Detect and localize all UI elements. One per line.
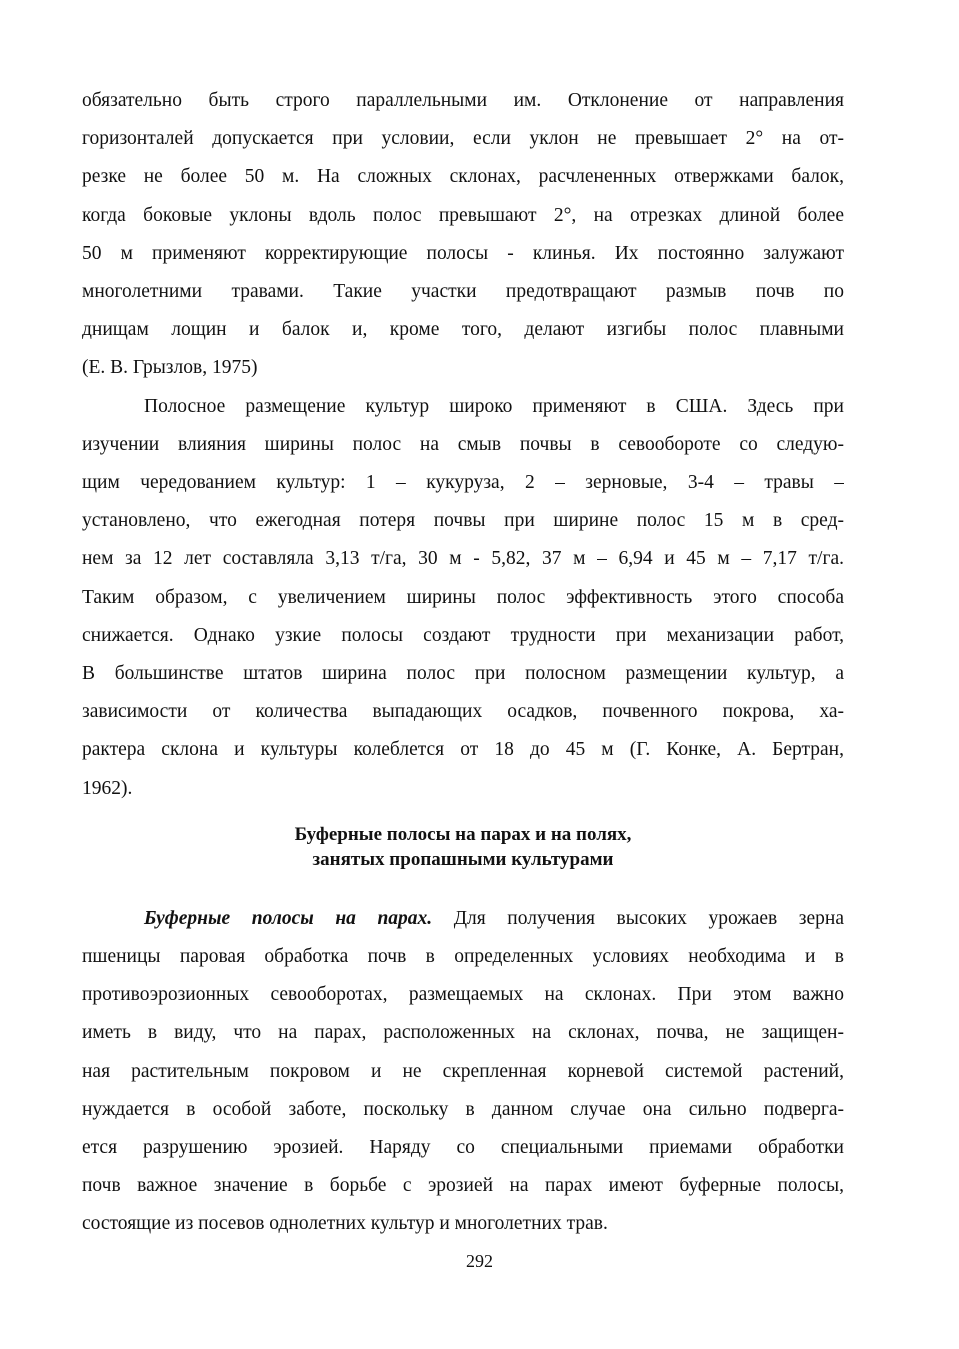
- page-number: 292: [466, 1251, 493, 1271]
- paragraph-2-line: зависимости от количества выпадающих осадков, почвенного покрова, ха-: [82, 701, 844, 723]
- paragraph-1-line: горизонталей допускается при условии, если уклон не превышает 2° на от-: [82, 128, 844, 150]
- section-heading-line-2: занятых пропашными культурами: [312, 848, 614, 870]
- paragraph-1-line: обязательно быть строго параллельными им. Отклонение от направления: [82, 90, 844, 111]
- section-heading-line-1: Буферные полосы на парах и на полях,: [294, 823, 632, 845]
- paragraph-2-line: В большинстве штатов ширина полос при полосном размещении культур, а: [82, 663, 844, 685]
- paragraph-2-line: рактера склона и культуры колеблется от 18 до 45 м (Г. Конке, А. Бертран,: [82, 739, 844, 761]
- paragraph-2-line: нем за 12 лет составляла 3,13 т/га, 30 м - 5,82, 37 м – 6,94 и 45 м – 7,17 т/га.: [82, 548, 844, 570]
- paragraph-3-line: иметь в виду, что на парах, расположенных на склонах, почва, не защищен-: [82, 1022, 844, 1044]
- paragraph-2-line: Полосное размещение культур широко применяют в США. Здесь при: [144, 395, 844, 417]
- paragraph-3-first-line-rest: Для получения высоких урожаев зерна: [432, 907, 844, 929]
- paragraph-1-line: когда боковые уклоны вдоль полос превышают 2°, на отрезках длиной более: [82, 204, 844, 226]
- paragraph-3-line: ная растительным покровом и не скрепленная корневой системой растений,: [82, 1060, 844, 1082]
- paragraph-2: [82, 388, 844, 808]
- paragraph-2-line: щим чередованием культур: 1 – кукуруза, 2 – зерновые, 3-4 – травы –: [82, 472, 844, 494]
- paragraph-3-first-line: [82, 900, 844, 938]
- paragraph-3-lead: Буферные полосы на парах.: [144, 907, 433, 929]
- paragraph-3-line: противоэрозионных севооборотах, размещаемых на склонах. При этом важно: [82, 984, 844, 1006]
- section-heading: [82, 822, 844, 872]
- paragraph-2-line: 1962).: [82, 777, 133, 799]
- paragraph-3-line: почв важное значение в борьбе с эрозией на парах имеют буферные полосы,: [82, 1175, 844, 1197]
- paragraph-1-line: 50 м применяют корректирующие полосы - клинья. Их постоянно залужают: [82, 242, 844, 264]
- paragraph-1-line: (Е. В. Грызлов, 1975): [82, 357, 258, 379]
- paragraph-1: [82, 82, 844, 388]
- paragraph-2-line: установлено, что ежегодная потеря почвы при ширине полос 15 м в сред-: [82, 510, 844, 532]
- paragraph-3-line: ется разрушению эрозией. Наряду со специальными приемами обработки: [82, 1137, 844, 1159]
- page-body: [82, 82, 844, 1244]
- paragraph-3-line: состоящие из посевов однолетних культур и многолетних трав.: [82, 1213, 608, 1235]
- paragraph-1-line: резке не более 50 м. На сложных склонах, расчлененных отвержками балок,: [82, 166, 844, 188]
- paragraph-2-line: изучении влияния ширины полос на смыв почвы в севообороте со следую-: [82, 433, 844, 455]
- paragraph-3-line: нуждается в особой заботе, поскольку в данном случае она сильно подверга-: [82, 1098, 844, 1120]
- paragraph-1-line: многолетними травами. Такие участки предотвращают размыв почв по: [82, 281, 844, 303]
- paragraph-3-line: пшеницы паровая обработка почв в определенных условиях необходима и в: [82, 946, 844, 968]
- paragraph-2-line: снижается. Однако узкие полосы создают трудности при механизации работ,: [82, 624, 844, 646]
- paragraph-1-line: днищам лощин и балок и, кроме того, делают изгибы полос плавными: [82, 319, 844, 341]
- paragraph-3: [82, 900, 844, 1244]
- paragraph-2-line: Таким образом, с увеличением ширины полос эффективность этого способа: [82, 586, 844, 608]
